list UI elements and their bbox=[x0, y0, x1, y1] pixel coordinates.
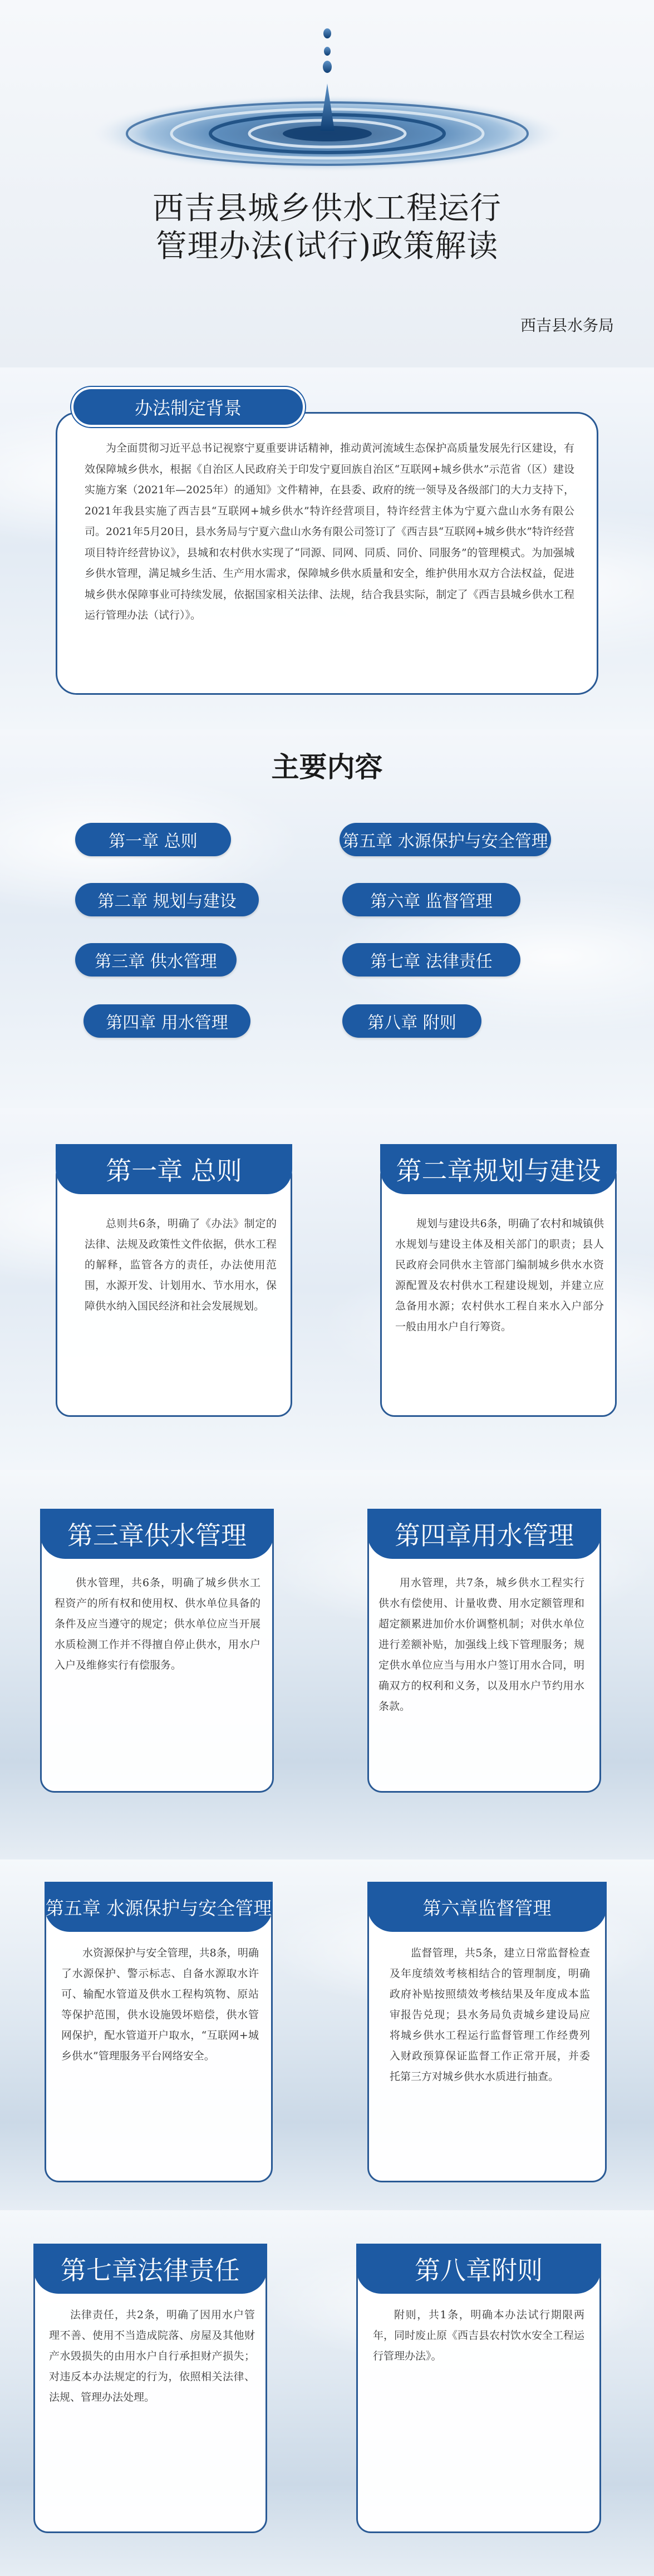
chapters-5-6-section bbox=[0, 1859, 654, 2210]
chapter-6-text: 监督管理，共5条，建立日常监督检查及年度绩效考核相结合的管理制度，明确政府补贴按照绩效考核结果及年度成本监审报告兑现；县水务局负责城乡建设局应将城乡供水工程运行监督管理工作经费列入财政预算保证监督工作正常开展，并委托第三方对城乡供水水质进行抽查。 bbox=[390, 1947, 590, 2083]
chapters-3-4-section bbox=[0, 1470, 654, 1859]
chapter-1-title: 第一章 总则 bbox=[56, 1144, 292, 1194]
toc-item-ch7[interactable]: 第七章 法律责任 bbox=[342, 943, 520, 977]
background-text: 为全面贯彻习近平总书记视察宁夏重要讲话精神，推动黄河流域生态保护高质量发展先行区建设，有效保障城乡供水，根据《自治区人民政府关于印发宁夏回族自治区“互联网+城乡供水”示范省（区）建设实施方案（2021年—2025年）的通知》文件精神，在县委、政府的统一领导及各级部门的大力支持下，2021年我县实施了西吉县“互联网+城乡供水”特许经营项目，特许经营主体为宁夏六盘山水务有限公司。2021年5月20日，县水务局与宁夏六盘山水务有限公司签订了《西吉县“互联网+城乡供水”特许经营项目特许经营协议》，县城和农村供水实现了“同源、同网、同质、同价、同服务”的管理模式。为加强城乡供水管理，满足城乡生活、生产用水需求，保障城乡供水质量和安全，维护供用水双方合法权益，促进城乡供水保障事业可持续发展，依据国家相关法律、法规，结合我县实际，制定了《西吉县城乡供水工程运行管理办法（试行）》。 bbox=[85, 442, 574, 621]
issuer-label: 西吉县水务局 bbox=[520, 316, 614, 335]
toc-item-ch1[interactable]: 第一章 总则 bbox=[75, 823, 231, 856]
chapter-3-title: 第三章供水管理 bbox=[40, 1509, 274, 1559]
chapter-8-text: 附则，共1条，明确本办法试行期限两年，同时废止原《西吉县农村饮水安全工程运行管理办法》。 bbox=[373, 2309, 585, 2362]
toc-item-ch6[interactable]: 第六章 监督管理 bbox=[342, 883, 520, 916]
toc-item-ch8[interactable]: 第八章 附则 bbox=[342, 1004, 481, 1038]
chapter-4-text: 用水管理，共7条，城乡供水工程实行供水有偿使用、计量收费、用水定额管理和超定额累进加价水价调整机制；对供水单位进行差额补贴，加强线上线下管理服务；规定供水单位应当与用水户签订用水合同，明确双方的权利和义务，以及用水户节约用水条款。 bbox=[378, 1577, 584, 1713]
chapter-4-title: 第四章用水管理 bbox=[367, 1509, 601, 1559]
page-title-line1: 西吉县城乡供水工程运行 bbox=[153, 190, 501, 227]
chapter-8-title: 第八章附则 bbox=[356, 2244, 601, 2294]
chapter-7-text: 法律责任，共2条，明确了因用水户管理不善、使用不当造成院落、房屋及其他财产水毁损失的由用水户自行承担财产损失；对违反本办法规定的行为，依照相关法律、法规、管理办法处理。 bbox=[49, 2309, 255, 2403]
chapter-1-text: 总则共6条，明确了《办法》制定的法律、法规及政策性文件依据，供水工程的解释，监管各方的责任，办法使用范围，水源开发、计划用水、节水用水，保障供水纳入国民经济和社会发展规划。 bbox=[85, 1218, 277, 1312]
background-section bbox=[0, 367, 654, 729]
chapter-2-title: 第二章规划与建设 bbox=[380, 1144, 617, 1194]
contents-title: 主要内容 bbox=[271, 750, 383, 783]
chapter-7-title: 第七章法律责任 bbox=[33, 2244, 267, 2294]
toc-item-ch3[interactable]: 第三章 供水管理 bbox=[75, 943, 237, 977]
header-banner bbox=[0, 0, 654, 367]
chapter-3-text: 供水管理，共6条，明确了城乡供水工程资产的所有权和使用权、供水单位具备的条件及应当遵守的规定；供水单位应当开展水质检测工作并不得擅自停止供水，用水户入户及维修实行有偿服务。 bbox=[55, 1577, 260, 1671]
water-drop-ripple-icon bbox=[0, 0, 654, 184]
chapter-5-text: 水资源保护与安全管理，共8条，明确了水源保护、警示标志、自备水源取水许可、输配水管道及供水工程构筑物、原站等保护范围，供水设施毁坏赔偿，供水管网保护，配水管道开户取水，“互联网+城乡供水”管理服务平台网络安全。 bbox=[61, 1947, 259, 2062]
toc-item-ch2[interactable]: 第二章 规划与建设 bbox=[75, 883, 259, 916]
page-title-line2: 管理办法(试行)政策解读 bbox=[155, 228, 499, 264]
contents-section bbox=[0, 729, 654, 1108]
toc-item-ch5[interactable]: 第五章 水源保护与安全管理 bbox=[340, 823, 551, 856]
chapter-6-title: 第六章监督管理 bbox=[367, 1882, 607, 1932]
toc-item-ch4[interactable]: 第四章 用水管理 bbox=[83, 1004, 250, 1038]
chapter-2-text: 规划与建设共6条，明确了农村和城镇供水规划与建设主体及相关部门的职责；县人民政府会同供水主管部门编制城乡供水水资源配置及农村供水工程建设规划，并建立应急备用水源；农村供水工程自来水入户部分一般由用水户自行筹资。 bbox=[395, 1218, 604, 1333]
chapter-5-title: 第五章 水源保护与安全管理 bbox=[45, 1882, 273, 1932]
chapters-7-8-section bbox=[0, 2210, 654, 2576]
chapters-1-2-section bbox=[0, 1108, 654, 1470]
background-heading: 办法制定背景 bbox=[71, 387, 305, 427]
